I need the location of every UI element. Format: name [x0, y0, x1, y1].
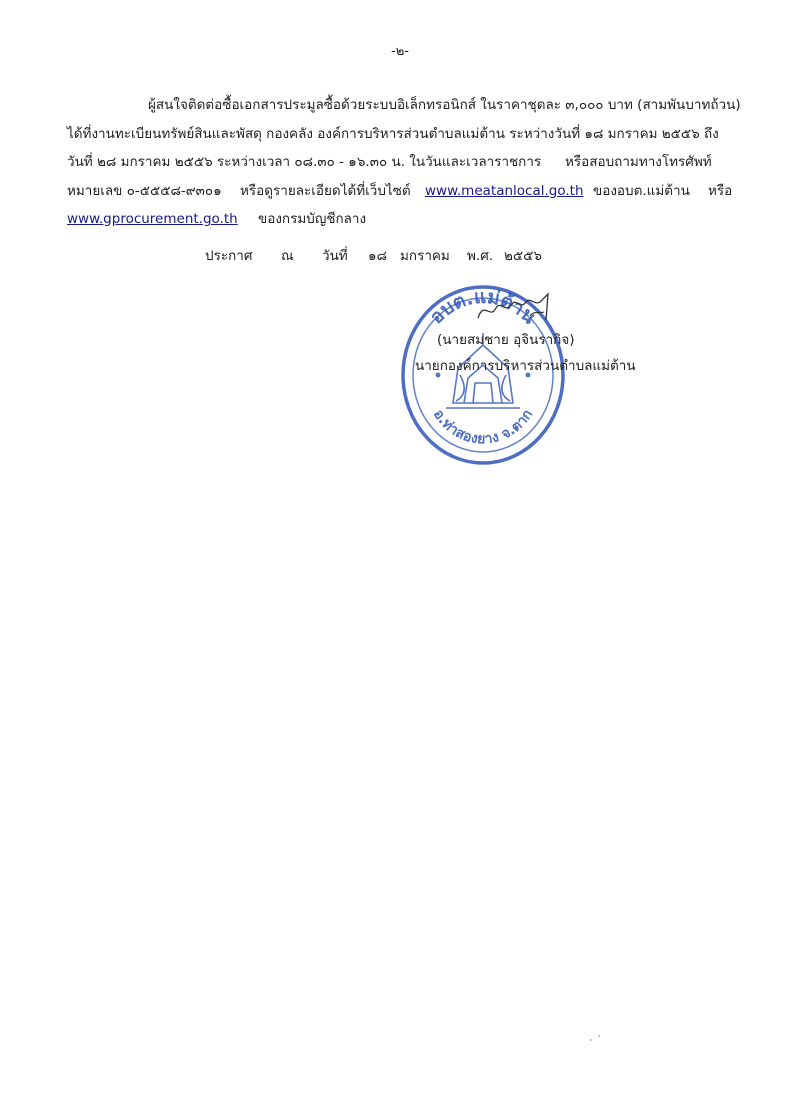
scan-speck — [598, 1035, 600, 1037]
scan-speck — [590, 1039, 592, 1041]
paragraph-line-4a: หมายเลข ๐-๕๕๕๘-๙๓๐๑ — [67, 183, 222, 199]
paragraph-line-1: ผู้สนใจติดต่อซื้อเอกสารประมูลซื้อด้วยระบบอิเล็กทรอนิกส์ ในราคาชุดละ ๓,๐๐๐ บาท (สามพันบาทถ้วน) — [148, 97, 741, 113]
announce-year: ๒๕๕๖ — [504, 248, 542, 264]
announce-month: มกราคม — [400, 248, 450, 264]
paragraph-line-4c: ของอบต.แม่ต้าน — [593, 183, 690, 199]
paragraph-line-5: ของกรมบัญชีกลาง — [258, 211, 367, 227]
paragraph-line-3a: วันที่ ๒๘ มกราคม ๒๕๕๖ ระหว่างเวลา ๐๘.๓๐ - ๑๖.๓๐ น. ในวันและเวลาราชการ — [67, 154, 542, 170]
website-link-meatanlocal[interactable]: www.meatanlocal.go.th — [425, 183, 584, 199]
announce-at: ณ — [281, 248, 294, 264]
page-number: -๒- — [391, 44, 409, 59]
announcement-line — [0, 247, 800, 267]
paragraph-line-4d: หรือ — [708, 183, 733, 199]
paragraph-line-4b: หรือดูรายละเอียดได้ที่เว็บไซต์ — [240, 183, 411, 199]
seal-bottom-text: อ.ท่าสองยาง จ.ตาก — [429, 406, 537, 448]
announce-era: พ.ศ. — [467, 248, 494, 264]
handwritten-signature-icon — [470, 290, 560, 330]
paragraph-line-2: ได้ที่งานทะเบียนทรัพย์สินและพัสดุ กองคลัง องค์การบริหารส่วนตำบลแม่ต้าน ระหว่างวันที่ ๑๘ มกราคม ๒๕๕๖ ถึง — [67, 126, 719, 142]
announce-date-label: วันที่ — [322, 248, 348, 264]
signer-title: นายกองค์การบริหารส่วนตำบลแม่ต้าน — [415, 358, 636, 374]
svg-text:อ.ท่าสองยาง จ.ตาก — [430, 407, 536, 448]
paragraph-line-3b: หรือสอบถามทางโทรศัพท์ — [565, 154, 712, 170]
signer-name: (นายสมชาย อุจินรากิจ) — [437, 332, 575, 348]
announce-word: ประกาศ — [205, 248, 253, 264]
seal-top-text: อบต.แม่ต้าน — [425, 285, 541, 329]
website-link-gprocurement[interactable]: www.gprocurement.go.th — [67, 211, 238, 227]
announce-day: ๑๘ — [368, 248, 387, 264]
